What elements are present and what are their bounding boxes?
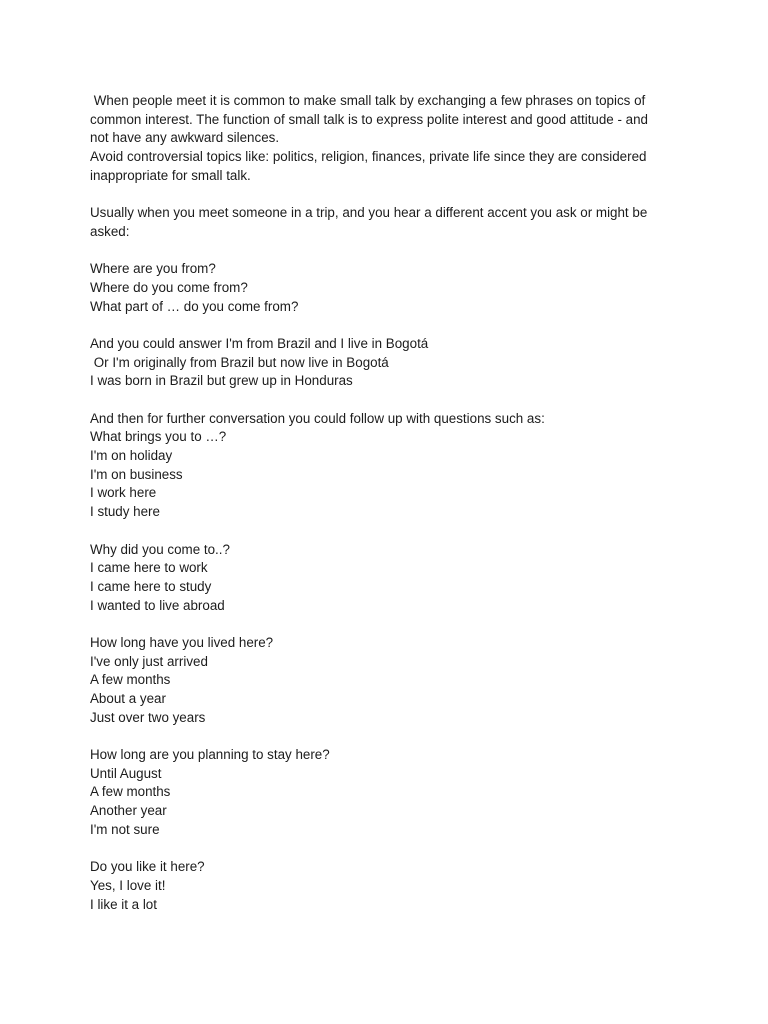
text-line: I study here bbox=[90, 504, 160, 520]
follow-up-questions bbox=[90, 410, 675, 522]
text-line: I'm on business bbox=[90, 466, 183, 482]
text-line: I've only just arrived bbox=[90, 653, 208, 669]
text-line: How long have you lived here? bbox=[90, 634, 274, 650]
text-line: Or I'm originally from Brazil but now live in Bogotá bbox=[90, 354, 389, 370]
text-line: I'm not sure bbox=[90, 821, 160, 837]
text-line: When people meet it is common to make small talk by exchanging a few phrases on topics of bbox=[90, 93, 646, 108]
text-line: What part of … do you come from? bbox=[90, 298, 299, 314]
text-line: Just over two years bbox=[90, 709, 206, 725]
text-line: And then for further conversation you could follow up with questions such as: bbox=[90, 410, 545, 426]
text-line: not have any awkward silences. bbox=[90, 130, 280, 146]
intro-paragraph bbox=[90, 92, 675, 185]
text-line: Usually when you meet someone in a trip, and you hear a different accent you ask or might be bbox=[90, 205, 648, 221]
text-line: inappropriate for small talk. bbox=[90, 167, 251, 183]
accent-paragraph bbox=[90, 204, 675, 241]
document-body bbox=[90, 92, 675, 933]
text-line: I like it a lot bbox=[90, 896, 157, 912]
like-it-section bbox=[90, 858, 675, 914]
origin-questions bbox=[90, 260, 675, 316]
text-line: I'm on holiday bbox=[90, 448, 173, 464]
text-line: Where do you come from? bbox=[90, 279, 248, 295]
origin-answers bbox=[90, 335, 675, 391]
how-long-lived-section bbox=[90, 634, 675, 727]
text-line: A few months bbox=[90, 672, 171, 688]
text-line: I came here to study bbox=[90, 578, 212, 594]
how-long-stay-section bbox=[90, 746, 675, 839]
text-line: I wanted to live abroad bbox=[90, 597, 225, 613]
text-line: What brings you to …? bbox=[90, 429, 227, 445]
text-line: A few months bbox=[90, 784, 171, 800]
text-line: Avoid controversial topics like: politics, religion, finances, private life since they are considered bbox=[90, 149, 647, 165]
text-line: Until August bbox=[90, 765, 162, 781]
text-line: About a year bbox=[90, 691, 166, 706]
text-line: I work here bbox=[90, 485, 157, 501]
text-line: Do you like it here? bbox=[90, 859, 205, 875]
text-line: And you could answer I'm from Brazil and I live in Bogotá bbox=[90, 335, 429, 351]
text-line: How long are you planning to stay here? bbox=[90, 747, 330, 763]
text-line: I came here to work bbox=[90, 560, 208, 576]
why-come-section bbox=[90, 541, 675, 616]
text-line: common interest. The function of small talk is to express polite interest and good attitude - and bbox=[90, 111, 648, 127]
text-line: Where are you from? bbox=[90, 261, 216, 277]
text-line: asked: bbox=[90, 223, 130, 239]
text-line: I was born in Brazil but grew up in Honduras bbox=[90, 373, 353, 389]
text-line: Why did you come to..? bbox=[90, 541, 230, 557]
text-line: Another year bbox=[90, 803, 167, 819]
text-line: Yes, I love it! bbox=[90, 877, 166, 893]
